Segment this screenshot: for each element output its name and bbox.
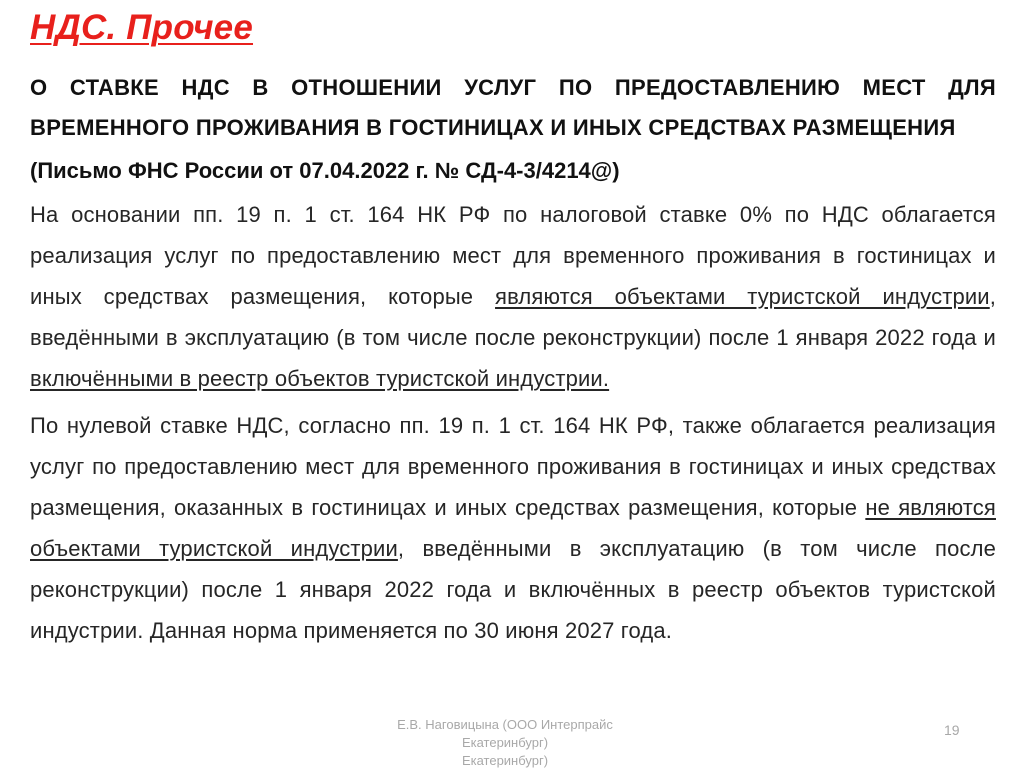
paragraph-1 [30, 194, 996, 399]
paragraph-1-underline-a: являются объектами туристской индустрии [495, 284, 990, 309]
page-number: 19 [944, 722, 960, 738]
slide-subtitle: О СТАВКЕ НДС В ОТНОШЕНИИ УСЛУГ ПО ПРЕДОСТАВЛЕНИЮ МЕСТ ДЛЯ ВРЕМЕННОГО ПРОЖИВАНИЯ В ГОСТИНИЦАХ И ИНЫХ СРЕДСТВАХ РАЗМЕЩЕНИЯ [30, 75, 996, 140]
footer-author-line-2: Екатеринбург) [461, 753, 549, 768]
paragraph-1-text-a: На основании пп. 19 п. 1 ст. 164 НК РФ по налоговой ставке 0% по НДС облагается реализация услуг по предоставлению мест для временного проживания в гостиницах и иных средствах размещения, которые [30, 202, 996, 309]
footer-author-line-1: Е.В. Наговицына (ООО Интерпрайс Екатеринбург) [397, 717, 613, 750]
slide [30, 0, 996, 767]
slide-title: НДС. Прочее [30, 8, 254, 47]
footer-author [360, 716, 650, 770]
paragraph-1-underline-b: включёнными в реестр объектов туристской индустрии. [30, 366, 610, 391]
paragraph-2-text-b: , введёнными в эксплуатацию (в том числе после реконструкции) после 1 января 2022 года и включённых в реестр объектов туристской индустрии. Данная норма применяется по 30 июня 2027 года. [30, 536, 996, 643]
letter-reference: (Письмо ФНС России от 07.04.2022 г. № СД-4-3/4214@) [30, 158, 620, 183]
paragraph-2-underline-a: не являются объектами туристской индустрии [30, 495, 996, 561]
paragraph-2 [30, 405, 996, 651]
paragraph-2-text-a: По нулевой ставке НДС, согласно пп. 19 п. 1 ст. 164 НК РФ, также облагается реализация услуг по предоставлению мест для временного проживания в гостиницах и иных средствах размещения, оказанных в гостиницах и иных средствах размещения, которые [30, 413, 996, 520]
paragraph-1-text-b: , введёнными в эксплуатацию (в том числе после реконструкции) после 1 января 2022 года и [30, 284, 996, 350]
